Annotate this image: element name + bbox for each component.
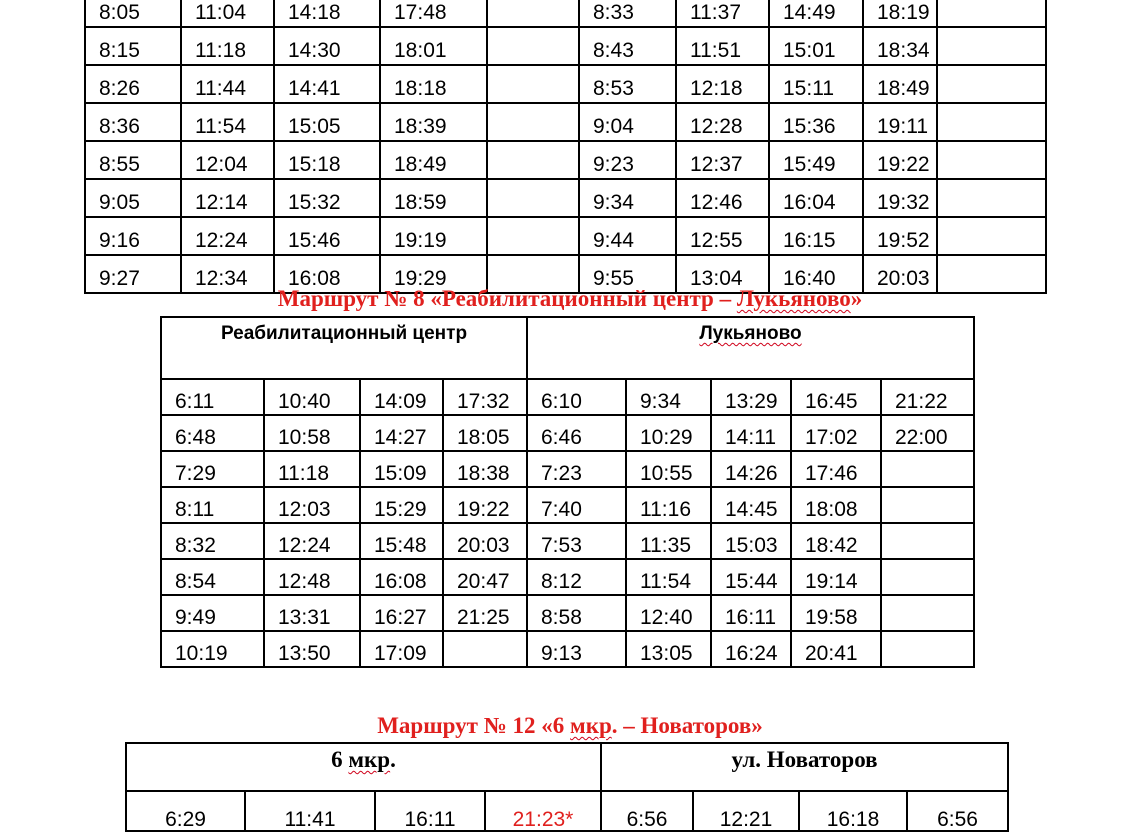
time-cell: 12:40 xyxy=(626,595,711,631)
time-cell: 19:19 xyxy=(380,217,487,255)
time-cell: 12:34 xyxy=(181,255,274,293)
time-cell: 11:16 xyxy=(626,487,711,523)
time-cell: 9:16 xyxy=(85,217,181,255)
time-cell xyxy=(937,0,1046,27)
route-8-header-rehab-center: Реабилитационный центр xyxy=(161,317,527,379)
table-row xyxy=(161,487,974,523)
time-cell: 11:18 xyxy=(264,451,360,487)
time-cell: 6:11 xyxy=(161,379,264,415)
time-cell: 11:54 xyxy=(181,103,274,141)
route-12-header-novatorov: ул. Новаторов xyxy=(601,743,1008,791)
time-cell: 16:08 xyxy=(360,559,443,595)
time-cell: 17:48 xyxy=(380,0,487,27)
time-cell: 15:49 xyxy=(769,141,863,179)
time-cell: 9:49 xyxy=(161,595,264,631)
time-cell: 9:23 xyxy=(579,141,676,179)
time-cell: 10:19 xyxy=(161,631,264,667)
time-cell: 19:22 xyxy=(863,141,937,179)
time-cell: 18:49 xyxy=(863,65,937,103)
time-cell: 13:05 xyxy=(626,631,711,667)
time-cell: 18:59 xyxy=(380,179,487,217)
time-cell: 8:36 xyxy=(85,103,181,141)
time-cell: 13:04 xyxy=(676,255,769,293)
time-cell: 12:24 xyxy=(264,523,360,559)
time-cell: 12:55 xyxy=(676,217,769,255)
time-cell: 13:31 xyxy=(264,595,360,631)
time-cell: 9:05 xyxy=(85,179,181,217)
route-12-table xyxy=(125,742,1009,832)
time-cell: 14:30 xyxy=(274,27,380,65)
time-cell: 6:29 xyxy=(126,791,245,831)
time-cell: 9:34 xyxy=(626,379,711,415)
time-cell: 17:32 xyxy=(443,379,527,415)
time-cell: 18:19 xyxy=(863,0,937,27)
time-cell: 21:23* xyxy=(485,791,601,831)
time-cell: 19:52 xyxy=(863,217,937,255)
table-row xyxy=(161,595,974,631)
time-cell: 15:46 xyxy=(274,217,380,255)
time-cell: 8:43 xyxy=(579,27,676,65)
time-cell: 15:03 xyxy=(711,523,791,559)
route-8-header-lukyanovo: Лукьяново xyxy=(527,317,974,379)
time-cell: 20:47 xyxy=(443,559,527,595)
time-cell xyxy=(937,141,1046,179)
time-cell: 14:18 xyxy=(274,0,380,27)
time-cell: 19:22 xyxy=(443,487,527,523)
time-cell: 17:02 xyxy=(791,415,881,451)
top-schedule-table xyxy=(84,0,1047,294)
table-row xyxy=(85,217,1046,255)
time-cell xyxy=(487,179,579,217)
time-cell xyxy=(937,65,1046,103)
time-cell: 9:34 xyxy=(579,179,676,217)
time-cell: 16:18 xyxy=(799,791,907,831)
time-cell: 15:44 xyxy=(711,559,791,595)
time-cell: 20:41 xyxy=(791,631,881,667)
time-cell: 12:24 xyxy=(181,217,274,255)
table-row xyxy=(85,65,1046,103)
time-cell: 8:33 xyxy=(579,0,676,27)
time-cell: 19:32 xyxy=(863,179,937,217)
route-12-title: Маршрут № 12 «6 мкр. – Новаторов» xyxy=(377,713,763,738)
time-cell: 8:32 xyxy=(161,523,264,559)
table-row xyxy=(161,631,974,667)
time-cell: 14:49 xyxy=(769,0,863,27)
time-cell: 14:27 xyxy=(360,415,443,451)
time-cell: 15:48 xyxy=(360,523,443,559)
time-cell: 7:53 xyxy=(527,523,626,559)
time-cell: 13:50 xyxy=(264,631,360,667)
time-cell xyxy=(937,103,1046,141)
time-cell: 15:36 xyxy=(769,103,863,141)
time-cell: 16:40 xyxy=(769,255,863,293)
time-cell: 10:58 xyxy=(264,415,360,451)
time-cell: 12:48 xyxy=(264,559,360,595)
time-cell: 6:56 xyxy=(907,791,1008,831)
time-cell: 12:46 xyxy=(676,179,769,217)
time-cell: 13:29 xyxy=(711,379,791,415)
time-cell: 9:04 xyxy=(579,103,676,141)
time-cell xyxy=(487,0,579,27)
time-cell: 8:58 xyxy=(527,595,626,631)
time-cell xyxy=(937,217,1046,255)
time-cell xyxy=(937,179,1046,217)
time-cell: 6:48 xyxy=(161,415,264,451)
time-cell: 12:14 xyxy=(181,179,274,217)
time-cell xyxy=(487,103,579,141)
time-cell: 16:08 xyxy=(274,255,380,293)
time-cell: 14:11 xyxy=(711,415,791,451)
table-row xyxy=(85,0,1046,27)
time-cell: 11:54 xyxy=(626,559,711,595)
time-cell: 12:04 xyxy=(181,141,274,179)
time-cell: 19:14 xyxy=(791,559,881,595)
time-cell: 12:18 xyxy=(676,65,769,103)
time-cell: 12:21 xyxy=(693,791,799,831)
time-cell: 19:58 xyxy=(791,595,881,631)
time-cell xyxy=(881,595,974,631)
time-cell xyxy=(937,27,1046,65)
time-cell: 16:15 xyxy=(769,217,863,255)
table-row xyxy=(85,179,1046,217)
table-row xyxy=(161,415,974,451)
time-cell: 18:49 xyxy=(380,141,487,179)
time-cell: 16:45 xyxy=(791,379,881,415)
time-cell: 8:53 xyxy=(579,65,676,103)
time-cell: 6:56 xyxy=(601,791,693,831)
time-cell: 8:55 xyxy=(85,141,181,179)
time-cell: 11:44 xyxy=(181,65,274,103)
time-cell: 18:05 xyxy=(443,415,527,451)
time-cell: 12:03 xyxy=(264,487,360,523)
time-cell: 11:35 xyxy=(626,523,711,559)
table-row xyxy=(161,559,974,595)
time-cell: 20:03 xyxy=(863,255,937,293)
time-cell: 18:18 xyxy=(380,65,487,103)
time-cell: 14:26 xyxy=(711,451,791,487)
time-cell: 21:25 xyxy=(443,595,527,631)
time-cell xyxy=(487,65,579,103)
time-cell xyxy=(881,559,974,595)
time-cell: 15:18 xyxy=(274,141,380,179)
table-row xyxy=(85,141,1046,179)
time-cell: 15:05 xyxy=(274,103,380,141)
time-cell xyxy=(881,487,974,523)
time-cell xyxy=(881,451,974,487)
time-cell: 16:11 xyxy=(375,791,485,831)
time-cell: 19:29 xyxy=(380,255,487,293)
time-cell: 12:37 xyxy=(676,141,769,179)
time-cell: 16:04 xyxy=(769,179,863,217)
time-cell: 15:01 xyxy=(769,27,863,65)
time-cell: 17:09 xyxy=(360,631,443,667)
time-cell: 19:11 xyxy=(863,103,937,141)
table-row xyxy=(126,791,1008,831)
time-cell: 18:39 xyxy=(380,103,487,141)
time-cell: 10:55 xyxy=(626,451,711,487)
time-cell: 11:04 xyxy=(181,0,274,27)
time-cell: 18:08 xyxy=(791,487,881,523)
time-cell: 15:29 xyxy=(360,487,443,523)
time-cell: 16:27 xyxy=(360,595,443,631)
time-cell: 8:54 xyxy=(161,559,264,595)
time-cell: 7:40 xyxy=(527,487,626,523)
time-cell: 8:11 xyxy=(161,487,264,523)
time-cell xyxy=(881,631,974,667)
time-cell: 18:38 xyxy=(443,451,527,487)
time-cell: 8:15 xyxy=(85,27,181,65)
time-cell: 7:23 xyxy=(527,451,626,487)
time-cell: 8:05 xyxy=(85,0,181,27)
time-cell: 22:00 xyxy=(881,415,974,451)
table-row xyxy=(161,451,974,487)
time-cell: 10:29 xyxy=(626,415,711,451)
time-cell: 11:37 xyxy=(676,0,769,27)
time-cell xyxy=(487,141,579,179)
time-cell: 8:26 xyxy=(85,65,181,103)
time-cell xyxy=(487,217,579,255)
route-8-table xyxy=(160,316,975,668)
time-cell: 15:11 xyxy=(769,65,863,103)
time-cell: 6:46 xyxy=(527,415,626,451)
time-cell: 16:24 xyxy=(711,631,791,667)
time-cell: 7:29 xyxy=(161,451,264,487)
time-cell: 12:28 xyxy=(676,103,769,141)
route-12-header-6mkr: 6 мкр. xyxy=(126,743,601,791)
time-cell: 10:40 xyxy=(264,379,360,415)
time-cell xyxy=(881,523,974,559)
time-cell: 18:42 xyxy=(791,523,881,559)
time-cell: 16:11 xyxy=(711,595,791,631)
time-cell: 9:13 xyxy=(527,631,626,667)
table-row xyxy=(85,103,1046,141)
time-cell: 11:41 xyxy=(245,791,375,831)
table-row xyxy=(161,523,974,559)
time-cell: 11:51 xyxy=(676,27,769,65)
time-cell: 9:44 xyxy=(579,217,676,255)
time-cell: 21:22 xyxy=(881,379,974,415)
table-row xyxy=(161,379,974,415)
time-cell: 15:09 xyxy=(360,451,443,487)
time-cell: 20:03 xyxy=(443,523,527,559)
time-cell: 11:18 xyxy=(181,27,274,65)
time-cell: 14:41 xyxy=(274,65,380,103)
time-cell: 15:32 xyxy=(274,179,380,217)
time-cell: 18:01 xyxy=(380,27,487,65)
time-cell: 18:34 xyxy=(863,27,937,65)
time-cell: 6:10 xyxy=(527,379,626,415)
time-cell xyxy=(487,27,579,65)
time-cell: 14:45 xyxy=(711,487,791,523)
time-cell: 14:09 xyxy=(360,379,443,415)
time-cell xyxy=(443,631,527,667)
time-cell: 8:12 xyxy=(527,559,626,595)
time-cell: 17:46 xyxy=(791,451,881,487)
time-cell: 9:55 xyxy=(579,255,676,293)
table-row xyxy=(85,27,1046,65)
route-8-title: Маршрут № 8 «Реабилитационный центр – Лукьяново» xyxy=(277,286,863,311)
time-cell: 9:27 xyxy=(85,255,181,293)
